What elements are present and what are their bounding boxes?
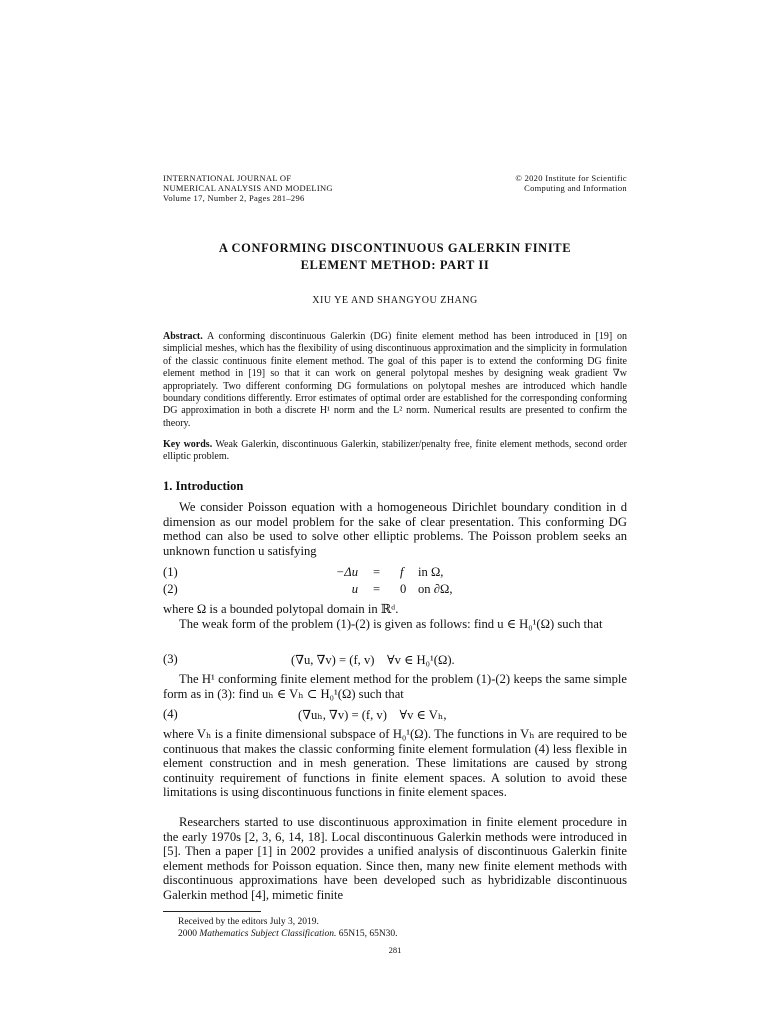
equation-2 [163, 582, 627, 598]
journal-header [163, 173, 333, 203]
equation-number: (3) [163, 652, 178, 666]
paragraph-4: The H¹ conforming finite element method for the problem (1)-(2) keeps the same simple form as in (3): find uₕ ∈ Vₕ ⊂ H₀¹(Ω) such that [163, 672, 627, 701]
abstract-label: Abstract. [163, 331, 203, 342]
equation-number: (1) [163, 565, 178, 579]
equation-number: (2) [163, 582, 178, 596]
paragraph-2: where Ω is a bounded polytopal domain in ℝᵈ. [163, 602, 399, 616]
copyright-header [515, 173, 627, 193]
copyright-line2: Computing and Information [524, 183, 627, 193]
equation-lhs: u [351, 582, 358, 596]
keywords-label: Key words. [163, 439, 213, 450]
paragraph-1: We consider Poisson equation with a homogeneous Dirichlet boundary condition in d dimension as our model problem for the sake of clear presentation. This conforming DG method can also be used to solve other elliptic problems. The Poisson problem seeks an unknown function u satisfying [163, 500, 627, 558]
copyright-line1: © 2020 Institute for Scientific [515, 173, 627, 183]
footnote-rule [163, 911, 261, 912]
msc-label: Mathematics Subject Classification. [199, 929, 337, 939]
msc-codes: 65N15, 65N30. [336, 929, 398, 939]
footnote-received: Received by the editors July 3, 2019. [178, 917, 319, 927]
abstract-text: A conforming discontinuous Galerkin (DG) finite element method has been introduced in [19] on simplicial meshes, which has the flexibility of using discontinuous approximation and the simplicity in formulation of the classic continuous finite element method. The goal of this paper is to extend the conforming DG finite element method in [19] so that it can work on general polytopal meshes by designing weak gradient ∇w appropriately. Two different conforming DG formulations on polytopal meshes are introduced which handle boundary conditions differently. Error estimates of optimal order are established for the corresponding conforming DG approximation in both a discrete H¹ norm and the L² norm. Numerical results are presented to confirm the theory. [163, 331, 627, 429]
journal-volume: Volume 17, Number 2, Pages 281–296 [163, 193, 305, 203]
title-line2: ELEMENT METHOD: PART II [300, 258, 490, 272]
equation-rel: = [373, 582, 381, 596]
paragraph-3: The weak form of the problem (1)-(2) is given as follows: find u ∈ H₀¹(Ω) such that [179, 617, 603, 631]
keywords-text: Weak Galerkin, discontinuous Galerkin, stabilizer/penalty free, finite element methods, second order elliptic problem. [163, 439, 627, 463]
equation-rhs: f [400, 565, 404, 579]
abstract [163, 331, 627, 430]
equation-expr: (∇u, ∇v) = (f, v) ∀v ∈ H₀¹(Ω). [291, 653, 455, 667]
paper-title [163, 240, 627, 274]
equation-rhs: 0 [400, 582, 407, 596]
equation-1 [163, 565, 627, 581]
page-number: 281 [388, 945, 402, 955]
equation-expr: (∇uₕ, ∇v) = (f, v) ∀v ∈ Vₕ, [298, 708, 447, 722]
journal-name-line1: INTERNATIONAL JOURNAL OF [163, 173, 292, 183]
journal-name-line2: NUMERICAL ANALYSIS AND MODELING [163, 183, 333, 193]
keywords [163, 439, 627, 464]
equation-cond: in Ω, [418, 565, 444, 579]
section-heading-introduction: 1. Introduction [163, 479, 244, 493]
footnote-msc [178, 928, 398, 940]
paragraph-5: where Vₕ is a finite dimensional subspace of H₀¹(Ω). The functions in Vₕ are required to be continuous that makes the classic conforming finite element formulation (4) less flexible in element construction and in mesh generation. These limitations are caused by strong continuity requirement of functions in finite element spaces. A solution to avoid these limitations is using discontinuous functions in finite element spaces. [163, 727, 627, 800]
equation-number: (4) [163, 707, 178, 721]
equation-4 [163, 707, 627, 723]
msc-prefix: 2000 [178, 929, 200, 939]
authors: XIU YE AND SHANGYOU ZHANG [312, 295, 478, 306]
equation-cond: on ∂Ω, [418, 582, 453, 596]
paragraph-6: Researchers started to use discontinuous approximation in finite element procedure in the early 1970s [2, 3, 6, 14, 18]. Local discontinuous Galerkin methods were introduced in [5]. Then a paper [1] in 2002 provides a unified analysis of discontinuous Galerkin finite element methods for Poisson equation. Since then, many new finite element methods with discontinuous approximations have been developed such as hybridizable discontinuous Galerkin method [4], mimetic finite [163, 815, 627, 902]
title-line1: A CONFORMING DISCONTINUOUS GALERKIN FINITE [218, 241, 572, 255]
equation-rel: = [373, 565, 381, 579]
equation-3 [163, 652, 627, 668]
equation-lhs: −Δu [335, 565, 358, 579]
